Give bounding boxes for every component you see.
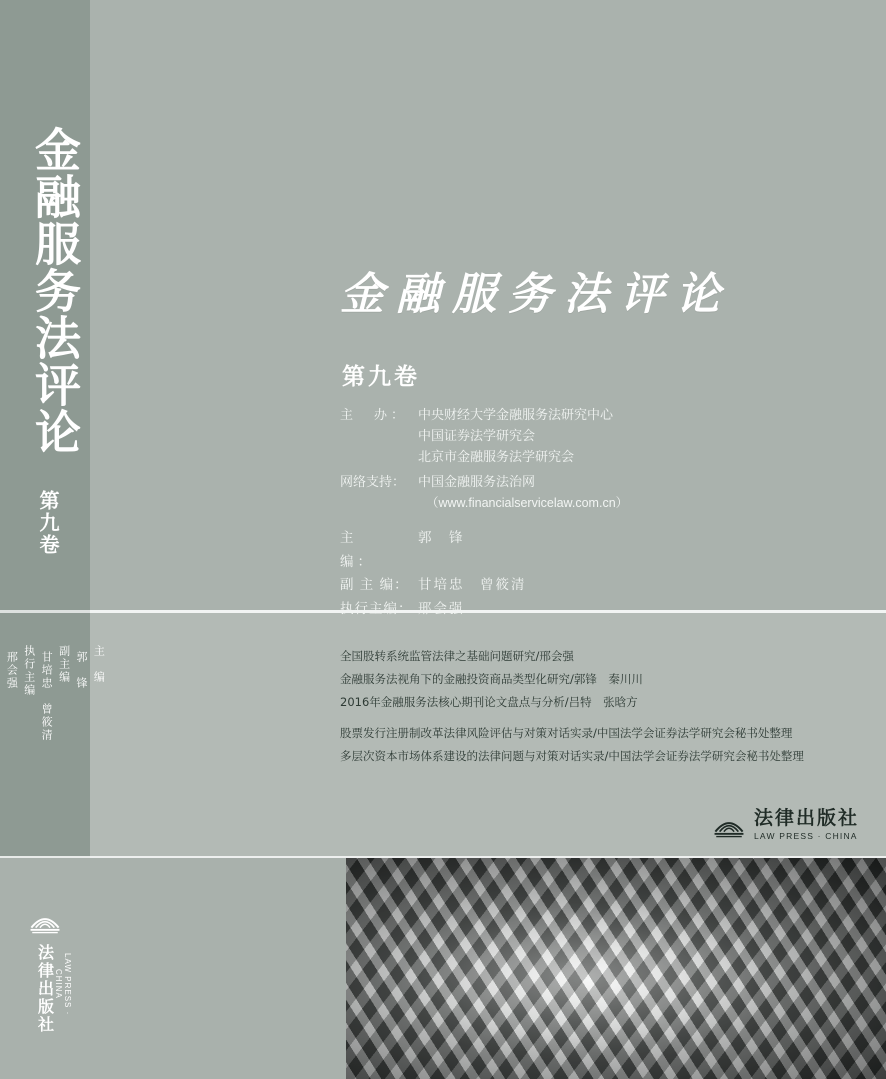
toc-entry: 金融服务法视角下的金融投资商品类型化研究/郭锋 秦川川 <box>340 672 643 686</box>
spine-credit-role-1: 主 编 <box>92 645 106 684</box>
network-support-values <box>418 472 628 513</box>
editor-row <box>340 598 527 622</box>
cover-photo-vignette <box>346 858 886 1079</box>
spine-volume: 第九卷 <box>36 490 60 556</box>
organizers-values <box>418 405 613 468</box>
toc-entry: 多层次资本市场体系建设的法律问题与对策对话实录/中国法学会证券法学研究会秘书处整理 <box>340 749 804 763</box>
toc-entry: 全国股转系统监管法律之基础问题研究/邢会强 <box>340 649 574 663</box>
network-support-row <box>340 472 628 513</box>
publisher-mark-icon <box>712 809 746 839</box>
network-support-url: （www.financialservicelaw.com.cn） <box>426 496 629 511</box>
publisher-mark-icon <box>28 905 62 935</box>
editors-block <box>340 527 527 622</box>
spine-divider <box>0 610 90 613</box>
editor-label: 主 编： <box>340 530 393 570</box>
spine-credit-name-2: 甘培忠 曾筱清 <box>40 651 54 742</box>
band-divider-lower <box>0 856 886 858</box>
cover-publisher-name-en: LAW PRESS · CHINA <box>754 830 858 841</box>
spine-credit-name-1: 郭 锋 <box>74 651 88 690</box>
network-support-value: 中国金融服务法治网 <box>418 475 536 491</box>
toc-entry: 股票发行注册制改革法律风险评估与对策对话实录/中国法学会证券法学研究会秘书处整理 <box>340 726 793 740</box>
cover-publisher-text <box>754 808 859 841</box>
table-of-contents <box>340 645 870 768</box>
editor-name: 甘培忠 曾筱清 <box>418 577 527 594</box>
cover-volume: 第九卷 <box>342 363 420 390</box>
organizers-label: 主 办： <box>340 408 409 423</box>
editor-name: 郭 锋 <box>418 530 465 546</box>
cover-title: 金融服务法评论 <box>340 269 732 320</box>
editor-name: 邢会强 <box>418 600 465 617</box>
organizers-block <box>340 405 628 513</box>
organizer-item: 中国证券法学研究会 <box>418 429 536 445</box>
editor-label: 副 主 编： <box>340 577 409 594</box>
spine-credit-name-3: 邢会强 <box>5 651 19 690</box>
spine-publisher-name: 法律出版社 <box>35 944 55 1034</box>
organizers-row <box>340 405 628 468</box>
toc-entry: 2016年金融服务法核心期刊论文盘点与分析/吕特 张晗方 <box>340 695 638 709</box>
spine-publisher-logo <box>18 905 72 1039</box>
organizer-item: 中央财经大学金融服务法研究中心 <box>418 408 614 423</box>
cover-publisher-logo <box>712 808 859 841</box>
editor-label: 执行主编： <box>340 600 413 617</box>
editor-row <box>340 574 527 598</box>
spine-credits <box>4 645 106 825</box>
spine-credit-role-2: 副主编 <box>57 645 71 684</box>
spine-title: 金融服务法评论 <box>28 125 82 455</box>
network-support-label: 网络支持： <box>340 475 406 491</box>
cover-publisher-name: 法律出版社 <box>754 807 860 829</box>
spine-credit-role-3: 执行主编 <box>22 645 36 697</box>
editor-row <box>340 527 527 574</box>
organizer-item: 北京市金融服务法学研究会 <box>418 450 575 466</box>
spine-publisher-name-en: LAW PRESS · CHINA <box>54 952 72 1016</box>
